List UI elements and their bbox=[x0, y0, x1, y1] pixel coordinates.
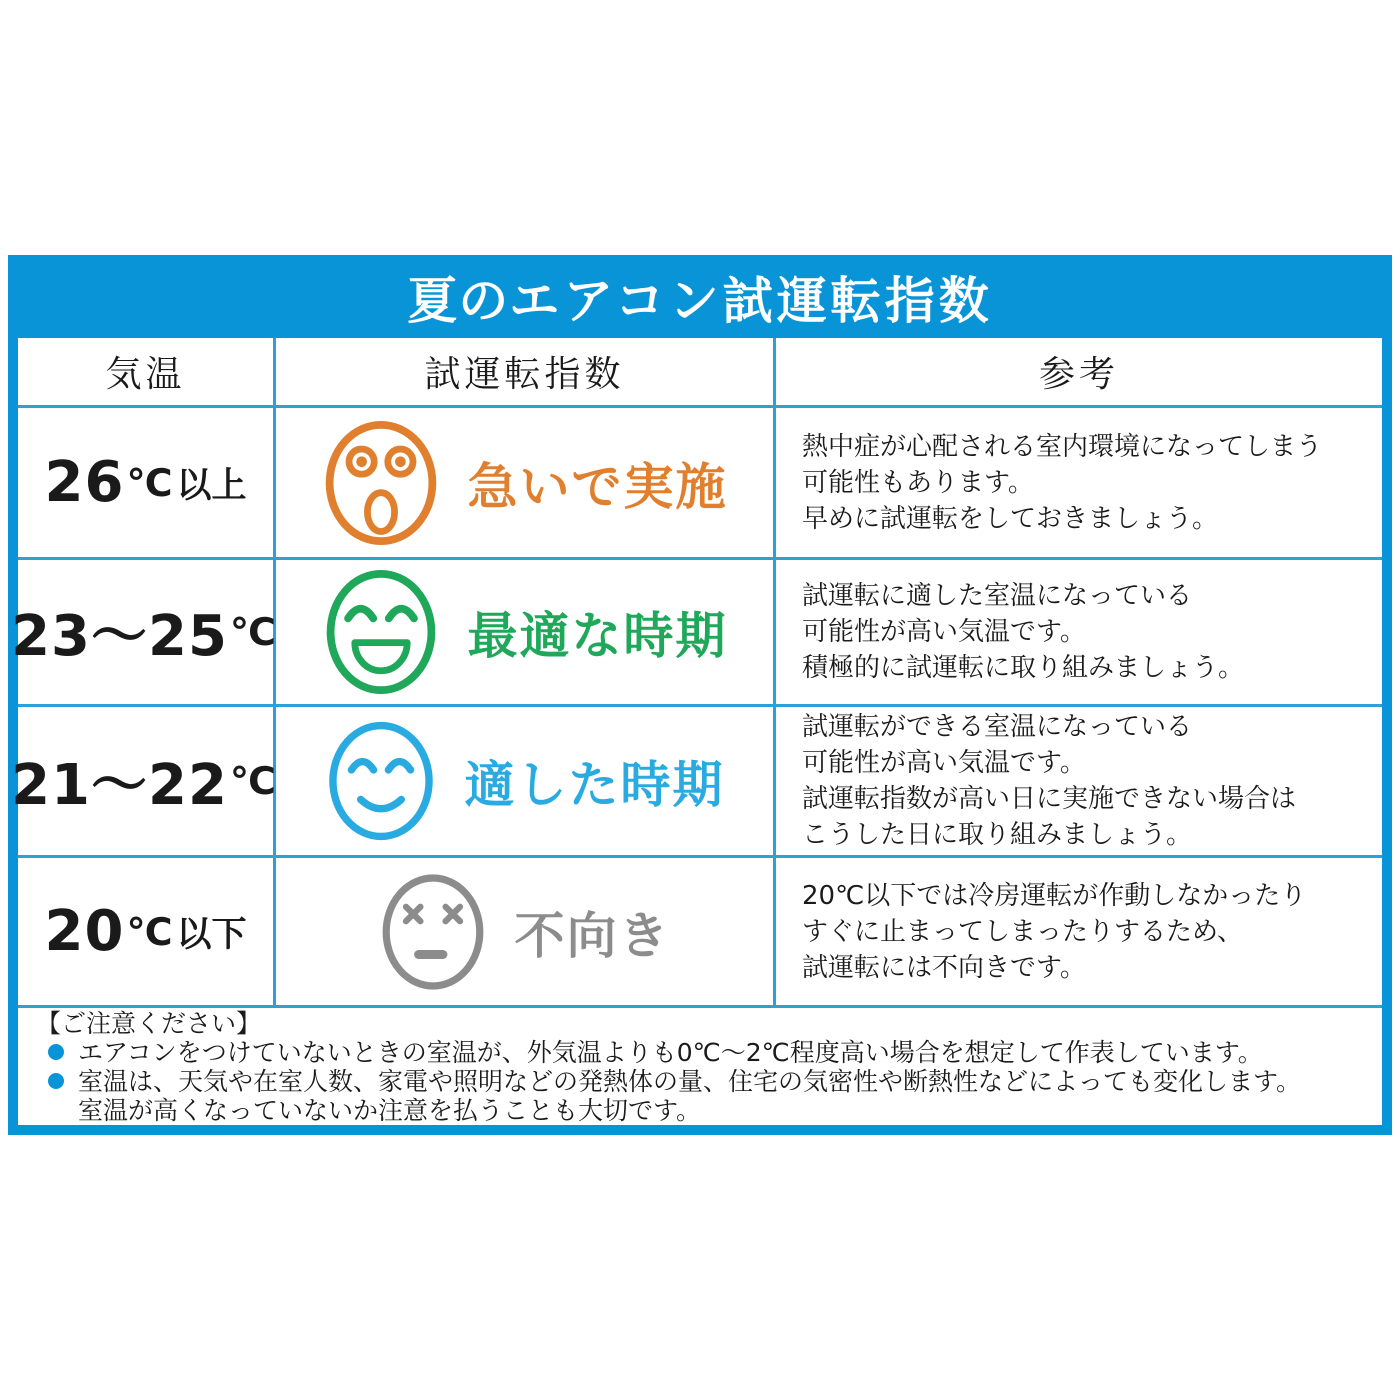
temperature-qualifier: 以上 bbox=[176, 465, 247, 506]
table-row-reference bbox=[776, 707, 1382, 858]
temperature-value: 20 bbox=[44, 899, 125, 964]
note-line: 室温は、天気や在室人数、家電や照明などの発熱体の量、住宅の気密性や断熱性などによっても変化します。 bbox=[78, 1066, 1302, 1096]
status-label: 適した時期 bbox=[464, 756, 725, 814]
temperature-unit: ℃ bbox=[229, 759, 276, 803]
table-row-reference bbox=[776, 408, 1382, 560]
laughing-face-icon bbox=[322, 568, 440, 696]
status-label: 不向き bbox=[514, 906, 671, 965]
smiling-face-icon bbox=[325, 720, 437, 842]
title-prefix: 夏の bbox=[407, 272, 510, 330]
surprised-face-icon bbox=[322, 419, 440, 547]
status-label: 急いで実施 bbox=[467, 457, 728, 516]
reference-line: 20℃以下では冷房運転が作動しなかったり bbox=[802, 880, 1307, 911]
temperature-qualifier: 以下 bbox=[176, 914, 247, 955]
table-row-temperature bbox=[11, 560, 276, 707]
title-main: エアコン試運転指数 bbox=[509, 272, 993, 330]
reference-line: 早めに試運転をしておきましょう。 bbox=[802, 503, 1219, 534]
column-header-temperature: 気温 bbox=[18, 338, 276, 408]
temperature-value: 23～25 bbox=[11, 604, 228, 669]
reference-line: 積極的に試運転に取り組みましょう。 bbox=[802, 653, 1245, 683]
table-row-index bbox=[276, 858, 776, 1008]
temperature-unit: ℃ bbox=[126, 460, 173, 505]
reference-line: 試運転指数が高い日に実施できない場合は bbox=[802, 784, 1297, 814]
reference-line: 試運転には不向きです。 bbox=[802, 952, 1086, 983]
table-row-index bbox=[276, 707, 776, 858]
temperature-unit: ℃ bbox=[229, 610, 276, 654]
note-item bbox=[36, 1067, 1301, 1125]
table-row-index bbox=[276, 560, 776, 707]
temperature-value: 26 bbox=[44, 450, 125, 515]
aircon-test-run-index-poster bbox=[8, 255, 1392, 1135]
bullet-icon bbox=[48, 1044, 64, 1060]
reference-line: すぐに止まってしまったりするため、 bbox=[802, 916, 1243, 947]
column-header-reference: 参考 bbox=[776, 338, 1382, 408]
reference-line: 可能性が高い気温です。 bbox=[802, 617, 1086, 647]
bullet-icon bbox=[48, 1073, 64, 1089]
reference-line: 熱中症が心配される室内環境になってしまう bbox=[802, 431, 1323, 462]
column-header-index: 試運転指数 bbox=[276, 338, 776, 408]
table-row-temperature bbox=[18, 408, 276, 560]
table-row-reference bbox=[776, 560, 1382, 707]
temperature-value: 21～22 bbox=[11, 753, 228, 818]
table-row-temperature bbox=[11, 707, 276, 858]
reference-line: 試運転に適した室温になっている bbox=[802, 581, 1193, 611]
table-row-reference bbox=[776, 858, 1382, 1008]
note-line: 室温が高くなっていないか注意を払うことも大切です。 bbox=[78, 1095, 702, 1125]
notes-section bbox=[18, 1008, 1382, 1125]
poster-title bbox=[18, 265, 1382, 338]
dead-face-icon bbox=[379, 872, 487, 992]
reference-line: 可能性が高い気温です。 bbox=[802, 748, 1086, 778]
reference-line: 試運転ができる室温になっている bbox=[802, 712, 1193, 742]
temperature-unit: ℃ bbox=[126, 909, 173, 954]
reference-line: こうした日に取り組みましょう。 bbox=[802, 820, 1193, 850]
note-line: エアコンをつけていないときの室温が、外気温よりも0℃～2℃程度高い場合を想定して作表しています。 bbox=[78, 1037, 1263, 1067]
notes-heading: 【ご注意ください】 bbox=[36, 1008, 262, 1038]
index-table bbox=[11, 338, 1382, 1125]
reference-line: 可能性もあります。 bbox=[802, 467, 1034, 498]
table-row-index bbox=[276, 408, 776, 560]
table-row-temperature bbox=[18, 858, 276, 1008]
note-item bbox=[36, 1038, 1263, 1067]
status-label: 最適な時期 bbox=[467, 607, 728, 665]
